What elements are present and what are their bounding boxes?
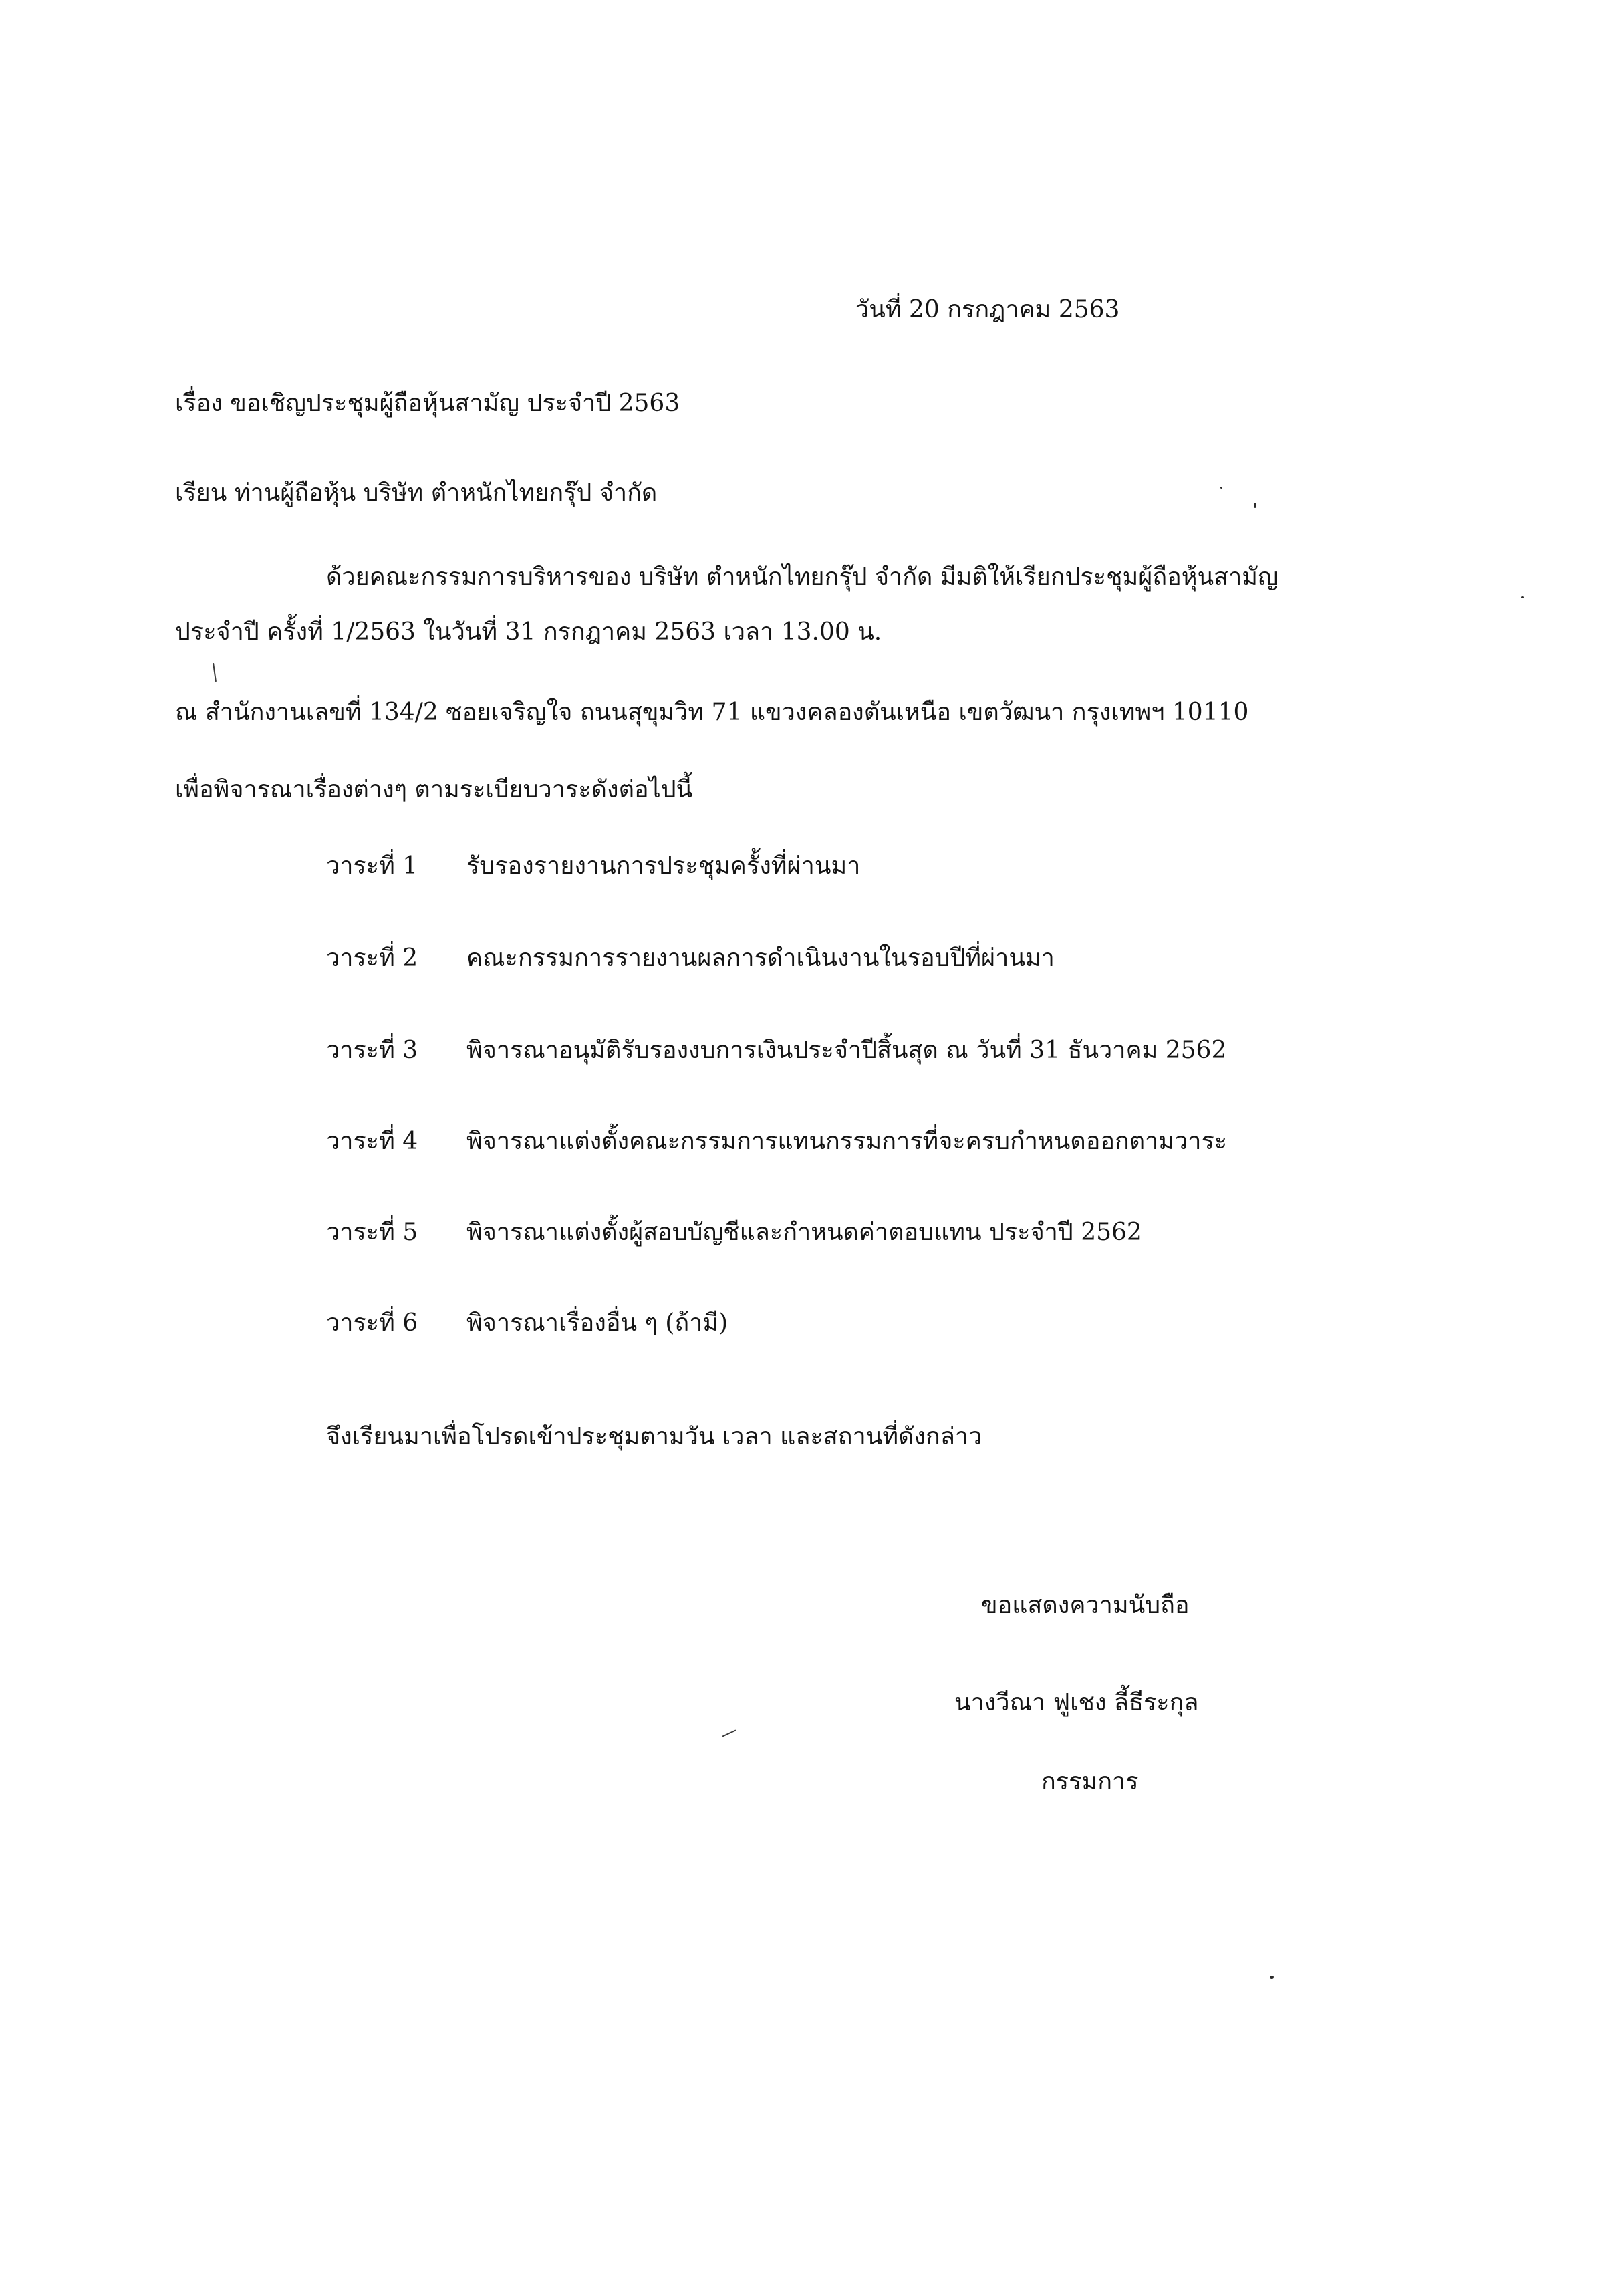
letter-subject: เรื่อง ขอเชิญประชุมผู้ถือหุ้นสามัญ ประจำปี 2563 [175, 390, 680, 417]
closing-line: จึงเรียนมาเพื่อโปรดเข้าประชุมตามวัน เวลา และสถานที่ดังกล่าว [326, 1423, 982, 1450]
intro-line-2: ประจำปี ครั้งที่ 1/2563 ในวันที่ 31 กรกฎาคม 2563 เวลา 13.00 น. [175, 618, 882, 646]
agenda-label: วาระที่ 3 [326, 1037, 418, 1064]
agenda-item [326, 1124, 1227, 1159]
agenda-text: รับรองรายงานการประชุมครั้งที่ผ่านมา [466, 852, 861, 880]
scan-speck [1521, 596, 1524, 598]
agenda-item [326, 1033, 1226, 1068]
letter-recipient: เรียน ท่านผู้ถือหุ้น บริษัท ตำหนักไทยกรุ๊ป จำกัด [175, 479, 658, 507]
scan-speck [1254, 503, 1256, 508]
agenda-item [326, 1306, 728, 1341]
intro-line-1: ด้วยคณะกรรมการบริหารของ บริษัท ตำหนักไทยกรุ๊ป จำกัด มีมติให้เรียกประชุมผู้ถือหุ้นสามัญ [326, 563, 1279, 591]
intro-line-3: ณ สำนักงานเลขที่ 134/2 ซอยเจริญใจ ถนนสุขุมวิท 71 แขวงคลองตันเหนือ เขตวัฒนา กรุงเทพฯ 10110 [175, 698, 1249, 726]
agenda-text: พิจารณาเรื่องอื่น ๆ (ถ้ามี) [466, 1309, 728, 1337]
agenda-text: พิจารณาอนุมัติรับรองงบการเงินประจำปีสิ้นสุด ณ วันที่ 31 ธันวาคม 2562 [466, 1037, 1227, 1064]
agenda-label: วาระที่ 1 [326, 852, 418, 880]
agenda-text: พิจารณาแต่งตั้งคณะกรรมการแทนกรรมการที่จะครบกำหนดออกตามวาระ [466, 1128, 1228, 1155]
intro-line-4: เพื่อพิจารณาเรื่องต่างๆ ตามระเบียบวาระดังต่อไปนี้ [175, 776, 693, 803]
scan-speck [1220, 487, 1222, 489]
signer-position: กรรมการ [1041, 1768, 1139, 1795]
regards-line: ขอแสดงความนับถือ [981, 1591, 1190, 1619]
agenda-label: วาระที่ 6 [326, 1309, 418, 1337]
agenda-item [326, 1215, 1142, 1250]
agenda-item [326, 849, 860, 884]
scan-mark [213, 663, 217, 682]
agenda-label: วาระที่ 2 [326, 944, 418, 972]
scan-speck [1270, 1976, 1274, 1979]
agenda-label: วาระที่ 5 [326, 1219, 418, 1246]
signer-name: นางวีณา ฟูเชง ลี้ธีระกุล [954, 1689, 1199, 1716]
agenda-label: วาระที่ 4 [326, 1128, 418, 1155]
letter-date: วันที่ 20 กรกฎาคม 2563 [855, 296, 1120, 324]
agenda-text: คณะกรรมการรายงานผลการดำเนินงานในรอบปีที่ผ่านมา [466, 944, 1055, 972]
agenda-text: พิจารณาแต่งตั้งผู้สอบบัญชีและกำหนดค่าตอบแทน ประจำปี 2562 [466, 1219, 1142, 1246]
scan-mark [722, 1729, 736, 1737]
agenda-item [326, 941, 1055, 976]
